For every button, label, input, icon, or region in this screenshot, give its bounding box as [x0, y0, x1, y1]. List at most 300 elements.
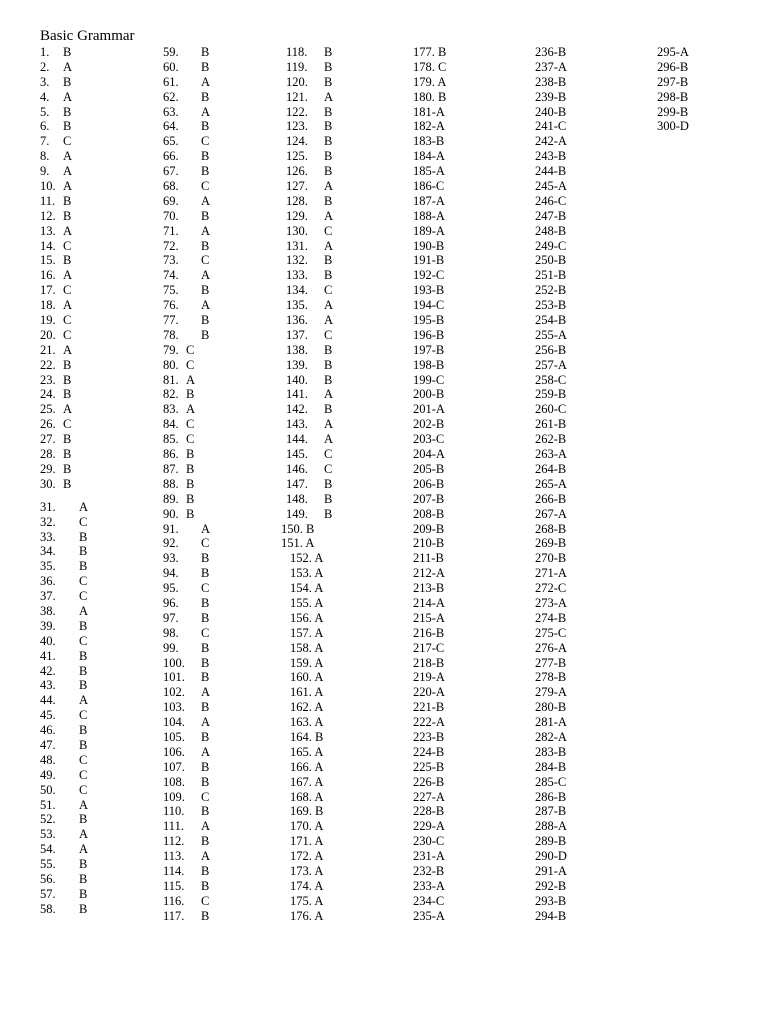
- answer-letter: A: [435, 104, 445, 119]
- question-number: 127.: [286, 179, 308, 194]
- answer-letter: B: [63, 253, 72, 268]
- question-number: 157.: [290, 625, 312, 640]
- question-number: 258: [535, 372, 554, 387]
- question-number: 161.: [290, 685, 312, 700]
- answer-letter: A: [557, 863, 567, 878]
- question-number: 96.: [163, 595, 179, 610]
- answer-row: [163, 60, 281, 75]
- answer-row: [40, 634, 158, 649]
- answer-letter: B: [201, 313, 210, 328]
- answer-row: [40, 239, 158, 254]
- question-number: 263: [535, 447, 554, 462]
- question-number: 17.: [40, 283, 56, 298]
- answer-row: [413, 864, 531, 879]
- question-number: 232: [413, 863, 432, 878]
- question-number: 92.: [163, 536, 179, 551]
- answer-entry: 289-B: [535, 834, 567, 849]
- question-number: 126.: [286, 164, 308, 179]
- answer-row: [413, 45, 531, 60]
- answer-entry: 286-B: [535, 789, 567, 804]
- question-number: 37.: [40, 589, 56, 604]
- question-number: 90.: [163, 506, 179, 521]
- answer-letter: B: [324, 134, 333, 149]
- answer-entry: 198-B: [413, 357, 445, 372]
- answer-letter: B: [186, 506, 195, 521]
- answer-letter: C: [324, 283, 333, 298]
- answer-row: [163, 581, 281, 596]
- answer-entry: 273-A: [535, 595, 567, 610]
- answer-letter: B: [435, 625, 445, 640]
- answer-row: [657, 60, 768, 75]
- question-number: 44.: [40, 693, 56, 708]
- answer-entry: 282-A: [535, 729, 567, 744]
- question-number: 103.: [163, 700, 185, 715]
- answer-row: [40, 164, 158, 179]
- answer-letter: B: [679, 59, 689, 74]
- question-number: 47.: [40, 737, 56, 752]
- question-number: 105.: [163, 729, 185, 744]
- question-number: 102.: [163, 685, 185, 700]
- answer-letter: A: [63, 59, 73, 74]
- answer-row: [413, 75, 531, 90]
- answer-row: [40, 530, 158, 545]
- answer-letter: A: [435, 595, 445, 610]
- answer-entry: 244-B: [535, 164, 567, 179]
- answer-row: [535, 656, 653, 671]
- answer-entry: 207-B: [413, 491, 445, 506]
- answer-letter: B: [201, 804, 210, 819]
- answer-row: [163, 134, 281, 149]
- answer-row: [40, 902, 158, 917]
- question-number: 119.: [286, 59, 308, 74]
- answer-row: [40, 619, 158, 634]
- answer-letter: B: [201, 670, 210, 685]
- answer-row: [535, 462, 653, 477]
- answer-entry: 183-B: [413, 134, 445, 149]
- answer-entry: 284-B: [535, 759, 567, 774]
- answer-entry: 245-A: [535, 179, 567, 194]
- answer-entry: 281-A: [535, 715, 567, 730]
- answer-letter: B: [557, 908, 567, 923]
- answer-entry: [290, 596, 323, 611]
- answer-letter: A: [201, 715, 211, 730]
- answer-row: [535, 253, 653, 268]
- answer-row: [413, 581, 531, 596]
- answer-letter: A: [557, 715, 567, 730]
- question-number: 203: [413, 432, 432, 447]
- answer-letter: B: [557, 89, 567, 104]
- answer-row: [285, 328, 403, 343]
- answer-row: [413, 715, 531, 730]
- answer-row: [40, 298, 158, 313]
- question-number: 209: [413, 521, 432, 536]
- question-number: 180.: [413, 89, 435, 104]
- answer-row: [535, 641, 653, 656]
- question-number: 270: [535, 551, 554, 566]
- answer-row: [413, 283, 531, 298]
- answer-letter: B: [324, 193, 333, 208]
- answer-letter: B: [557, 893, 567, 908]
- answer-row: [413, 343, 531, 358]
- answer-letter: A: [435, 878, 445, 893]
- answer-row: [535, 611, 653, 626]
- answer-letter: B: [557, 804, 567, 819]
- question-number: 107.: [163, 759, 185, 774]
- answer-entry: 275-C: [535, 625, 567, 640]
- answer-row: [535, 149, 653, 164]
- answer-row: [413, 194, 531, 209]
- question-number: 84.: [163, 417, 179, 432]
- answer-row: [285, 507, 403, 522]
- question-number: 135.: [286, 298, 308, 313]
- answer-entry: [290, 819, 323, 834]
- answer-entry: [290, 730, 323, 745]
- answer-letter: C: [63, 134, 72, 149]
- answer-letter: A: [201, 744, 211, 759]
- answer-entry: 298-B: [657, 89, 689, 104]
- answer-row: [163, 804, 281, 819]
- question-number: 269: [535, 536, 554, 551]
- answer-entry: 221-B: [413, 700, 445, 715]
- answer-row: [285, 581, 403, 596]
- answer-letter: B: [324, 45, 333, 59]
- answer-entry: 265-A: [535, 476, 567, 491]
- answer-row: [163, 670, 281, 685]
- question-number: 174.: [290, 878, 312, 893]
- answer-letter: B: [63, 357, 72, 372]
- question-number: 164.: [290, 729, 312, 744]
- answer-letter: B: [557, 342, 567, 357]
- answer-letter: B: [201, 878, 210, 893]
- answer-letter: B: [63, 372, 72, 387]
- answer-entry: 263-A: [535, 447, 567, 462]
- question-number: 231: [413, 849, 432, 864]
- answer-letter: B: [201, 164, 210, 179]
- answer-row: [163, 834, 281, 849]
- question-number: 153.: [290, 566, 312, 581]
- answer-row: [657, 45, 768, 60]
- answer-letter: C: [201, 179, 210, 194]
- answer-letter: A: [314, 819, 324, 834]
- answer-letter: B: [557, 313, 567, 328]
- answer-letter: B: [557, 253, 567, 268]
- question-number: 116.: [163, 893, 185, 908]
- answer-row: [163, 149, 281, 164]
- answer-entry: [290, 745, 323, 760]
- answer-letter: B: [679, 74, 689, 89]
- answer-letter: C: [435, 372, 445, 387]
- answer-letter: A: [435, 402, 445, 417]
- question-number: 89.: [163, 491, 179, 506]
- answer-letter: A: [314, 774, 324, 789]
- answer-letter: A: [557, 447, 567, 462]
- answer-row: [40, 268, 158, 283]
- answer-row: [163, 507, 281, 522]
- answer-entry: 240-B: [535, 104, 567, 119]
- question-number: 18.: [40, 298, 56, 313]
- question-number: 79.: [163, 342, 179, 357]
- question-number: 294: [535, 908, 554, 923]
- answer-row: [40, 149, 158, 164]
- answer-row: [535, 626, 653, 641]
- answer-row: [281, 521, 403, 537]
- answer-letter: B: [79, 737, 88, 752]
- question-number: 31.: [40, 499, 56, 514]
- question-number: 260: [535, 402, 554, 417]
- answer-row: [413, 417, 531, 432]
- answer-letter: B: [201, 759, 210, 774]
- answer-letter: B: [435, 238, 445, 253]
- answer-letter: A: [314, 863, 324, 878]
- question-number: 145.: [286, 447, 308, 462]
- answer-row: [413, 596, 531, 611]
- question-number: 243: [535, 149, 554, 164]
- answer-letter: B: [201, 595, 210, 610]
- answer-row: [40, 887, 158, 902]
- question-number: 235: [413, 908, 432, 923]
- answer-letter: A: [314, 849, 324, 864]
- answer-entry: [290, 670, 323, 685]
- answer-letter: A: [557, 476, 567, 491]
- answer-entry: 292-B: [535, 878, 567, 893]
- answer-row: [535, 864, 653, 879]
- answer-letter: C: [435, 834, 445, 849]
- answer-letter: B: [63, 74, 72, 89]
- answer-row: [535, 581, 653, 596]
- question-number: 136.: [286, 313, 308, 328]
- answer-letter: A: [201, 104, 211, 119]
- question-number: 36.: [40, 574, 56, 589]
- question-number: 59.: [163, 45, 179, 59]
- question-number: 287: [535, 804, 554, 819]
- answer-letter: B: [557, 789, 567, 804]
- answer-entry: [413, 90, 446, 105]
- answer-entry: 188-A: [413, 208, 445, 223]
- answer-row: [285, 164, 403, 179]
- question-number: 163.: [290, 715, 312, 730]
- answer-letter: B: [315, 804, 324, 819]
- answer-row: [40, 515, 158, 530]
- column-3: [281, 45, 403, 924]
- question-number: 168.: [290, 789, 312, 804]
- answer-entry: 230-C: [413, 834, 445, 849]
- answer-letter: B: [435, 521, 445, 536]
- question-number: 279: [535, 685, 554, 700]
- answer-entry: 277-B: [535, 655, 567, 670]
- answer-entry: [290, 909, 323, 924]
- answer-entry: 283-B: [535, 744, 567, 759]
- answer-row: [163, 849, 281, 864]
- answer-letter: B: [435, 506, 445, 521]
- question-number: 106.: [163, 744, 185, 759]
- question-number: 229: [413, 819, 432, 834]
- answer-entry: 261-B: [535, 417, 567, 432]
- answer-letter: B: [79, 723, 88, 738]
- question-number: 188: [413, 208, 432, 223]
- answer-row: [285, 864, 403, 879]
- answer-row: [535, 477, 653, 492]
- question-number: 46.: [40, 723, 56, 738]
- question-number: 81.: [163, 372, 179, 387]
- answer-letter: A: [679, 45, 689, 59]
- question-number: 83.: [163, 402, 179, 417]
- answer-entry: 296-B: [657, 59, 689, 74]
- answer-row: [535, 745, 653, 760]
- answer-entry: 182-A: [413, 119, 445, 134]
- answer-letter: C: [63, 238, 72, 253]
- answer-letter: C: [63, 327, 72, 342]
- question-number: 124.: [286, 134, 308, 149]
- question-number: 198: [413, 357, 432, 372]
- answer-row: [285, 417, 403, 432]
- answer-row: [413, 536, 531, 551]
- answer-row: [40, 462, 158, 477]
- question-number: 282: [535, 729, 554, 744]
- answer-letter: A: [557, 729, 567, 744]
- answer-entry: [290, 834, 323, 849]
- answer-entry: 181-A: [413, 104, 445, 119]
- question-number: 121.: [286, 89, 308, 104]
- question-number: 1.: [40, 45, 50, 59]
- question-number: 7.: [40, 134, 50, 149]
- answer-row: [40, 224, 158, 239]
- answer-entry: 274-B: [535, 610, 567, 625]
- answer-row: [413, 492, 531, 507]
- answer-letter: A: [435, 610, 445, 625]
- answer-letter: B: [557, 536, 567, 551]
- answer-letter: A: [314, 834, 324, 849]
- question-number: 123.: [286, 119, 308, 134]
- question-number: 283: [535, 744, 554, 759]
- answer-row: [285, 387, 403, 402]
- answer-letter: A: [324, 417, 334, 432]
- answer-entry: 256-B: [535, 342, 567, 357]
- question-number: 21.: [40, 342, 56, 357]
- answer-row: [163, 209, 281, 224]
- answer-letter: B: [324, 164, 333, 179]
- answer-row: [285, 447, 403, 462]
- answer-entry: 208-B: [413, 506, 445, 521]
- answer-row: [163, 462, 281, 477]
- answer-letter: B: [201, 149, 210, 164]
- question-number: 146.: [286, 461, 308, 476]
- answer-row: [413, 313, 531, 328]
- question-number: 293: [535, 893, 554, 908]
- question-number: 187: [413, 193, 432, 208]
- question-number: 52.: [40, 812, 56, 827]
- answer-letter: B: [435, 491, 445, 506]
- question-number: 236: [535, 45, 554, 59]
- answer-letter: B: [79, 544, 88, 559]
- question-number: 271: [535, 566, 554, 581]
- answer-row: [535, 45, 653, 60]
- answer-letter: A: [201, 685, 211, 700]
- answer-row: [413, 566, 531, 581]
- question-number: 111.: [163, 819, 184, 834]
- answer-row: [535, 179, 653, 194]
- answer-entry: 249-C: [535, 238, 567, 253]
- question-number: 34.: [40, 544, 56, 559]
- answer-row: [163, 417, 281, 432]
- question-number: 179.: [413, 74, 435, 89]
- answer-entry: 254-B: [535, 313, 567, 328]
- question-number: 170.: [290, 819, 312, 834]
- answer-row: [40, 328, 158, 343]
- answer-entry: [413, 75, 446, 90]
- answer-row: [413, 760, 531, 775]
- question-number: 49.: [40, 767, 56, 782]
- answer-row: [413, 700, 531, 715]
- answer-row: [535, 373, 653, 388]
- answer-letter: B: [186, 476, 195, 491]
- answer-letter: A: [63, 179, 73, 194]
- question-number: 216: [413, 625, 432, 640]
- answer-row: [535, 447, 653, 462]
- question-number: 93.: [163, 551, 179, 566]
- answer-letter: A: [324, 238, 334, 253]
- question-number: 234: [413, 893, 432, 908]
- question-number: 204: [413, 447, 432, 462]
- question-number: 261: [535, 417, 554, 432]
- answer-letter: B: [435, 744, 445, 759]
- answer-letter: B: [201, 774, 210, 789]
- question-number: 134.: [286, 283, 308, 298]
- question-number: 85.: [163, 432, 179, 447]
- answer-entry: 189-A: [413, 223, 445, 238]
- answer-letter: B: [324, 372, 333, 387]
- answer-entry: 219-A: [413, 670, 445, 685]
- answer-row: [535, 909, 653, 924]
- answer-entry: 295-A: [657, 45, 689, 59]
- question-number: 162.: [290, 700, 312, 715]
- question-number: 95.: [163, 581, 179, 596]
- question-number: 262: [535, 432, 554, 447]
- answer-entry: 187-A: [413, 193, 445, 208]
- answer-row: [163, 536, 281, 551]
- question-number: 98.: [163, 625, 179, 640]
- question-number: 39.: [40, 618, 56, 633]
- answer-row: [413, 849, 531, 864]
- answer-entry: 225-B: [413, 759, 445, 774]
- answer-letter: A: [557, 566, 567, 581]
- answer-letter: B: [201, 610, 210, 625]
- question-number: 173.: [290, 863, 312, 878]
- column-4: [413, 45, 531, 924]
- answer-row: [535, 358, 653, 373]
- answer-row: [535, 819, 653, 834]
- answer-entry: 184-A: [413, 149, 445, 164]
- answer-letter: B: [201, 863, 210, 878]
- answer-row: [535, 387, 653, 402]
- question-number: 63.: [163, 104, 179, 119]
- question-number: 280: [535, 700, 554, 715]
- answer-letter: C: [435, 179, 445, 194]
- answer-row: [163, 626, 281, 641]
- answer-row: [535, 775, 653, 790]
- answer-row: [163, 909, 281, 924]
- answer-row: [40, 417, 158, 432]
- answer-row: [163, 879, 281, 894]
- answer-row: [163, 760, 281, 775]
- answer-row: [163, 656, 281, 671]
- answer-letter: A: [435, 149, 445, 164]
- answer-entry: 262-B: [535, 432, 567, 447]
- answer-letter: B: [79, 857, 88, 872]
- answer-entry: 214-A: [413, 595, 445, 610]
- question-number: 132.: [286, 253, 308, 268]
- question-number: 86.: [163, 447, 179, 462]
- answer-row: [413, 328, 531, 343]
